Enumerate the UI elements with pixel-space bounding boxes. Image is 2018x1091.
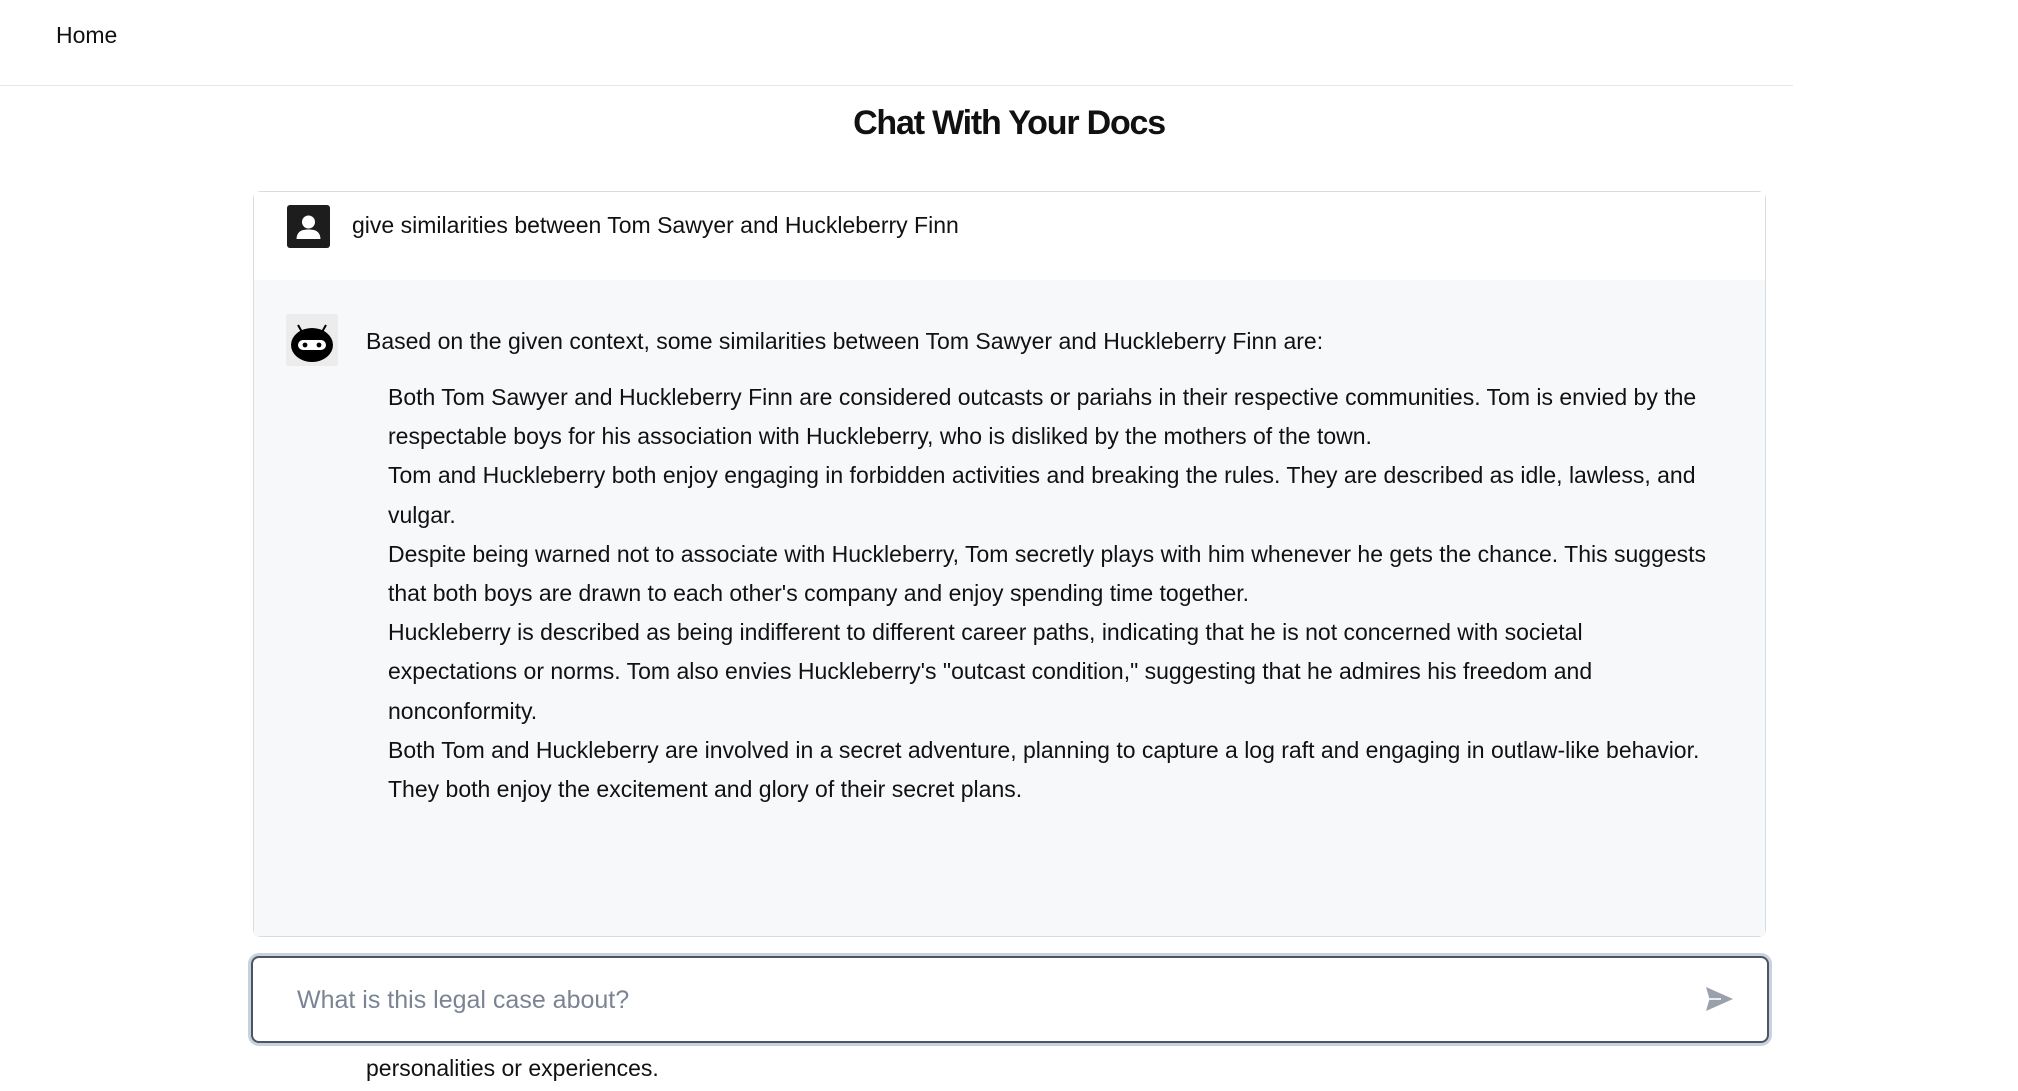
bot-point: Despite being warned not to associate with Huckleberry, Tom secretly plays with him whenever he gets the chance. This suggests that both boys are drawn to each other's company and enjoy spending time together. — [388, 540, 1707, 607]
bot-point: Both Tom and Huckleberry are involved in a secret adventure, planning to capture a log raft and engaging in outlaw-like behavior. They both enjoy the excitement and glory of their secret plans. — [388, 736, 1700, 803]
bot-message — [254, 280, 1765, 1081]
bot-point: Tom and Huckleberry both enjoy engaging in forbidden activities and breaking the rules. They are described as idle, lawless, and vulgar. — [388, 462, 1696, 528]
user-message — [254, 192, 1765, 280]
chat-input-container — [251, 956, 1769, 1043]
chat-input[interactable] — [295, 974, 1629, 1026]
bot-point: Huckleberry is described as being indifferent to different career paths, indicating that he is not concerned with societal expectations or norms. Tom also envies Huckleberry's "outcast condition," suggesting that he admires his freedom and nonconformity. — [388, 619, 1593, 724]
bot-point: Both Tom Sawyer and Huckleberry Finn are considered outcasts or pariahs in their respective communities. Tom is envied by the respectable boys for his association with Huckleberry, who is disliked by the mothers of the town. — [388, 384, 1697, 450]
nav-home-link[interactable]: Home — [56, 22, 118, 48]
robot-avatar-icon — [286, 314, 338, 366]
bot-intro-text: Based on the given context, some similarities between Tom Sawyer and Huckleberry Finn are: — [366, 328, 1324, 354]
top-nav — [0, 0, 1793, 86]
user-avatar-icon — [287, 205, 330, 248]
chat-container — [253, 191, 1766, 1081]
send-button[interactable] — [1701, 981, 1737, 1017]
page-title: Chat With Your Docs — [853, 104, 1165, 142]
bot-points-list — [388, 378, 1718, 809]
send-icon — [1701, 981, 1737, 1017]
user-message-text: give similarities between Tom Sawyer and Huckleberry Finn — [352, 212, 959, 238]
bot-outro-text: personalities or experiences. — [366, 1055, 659, 1081]
